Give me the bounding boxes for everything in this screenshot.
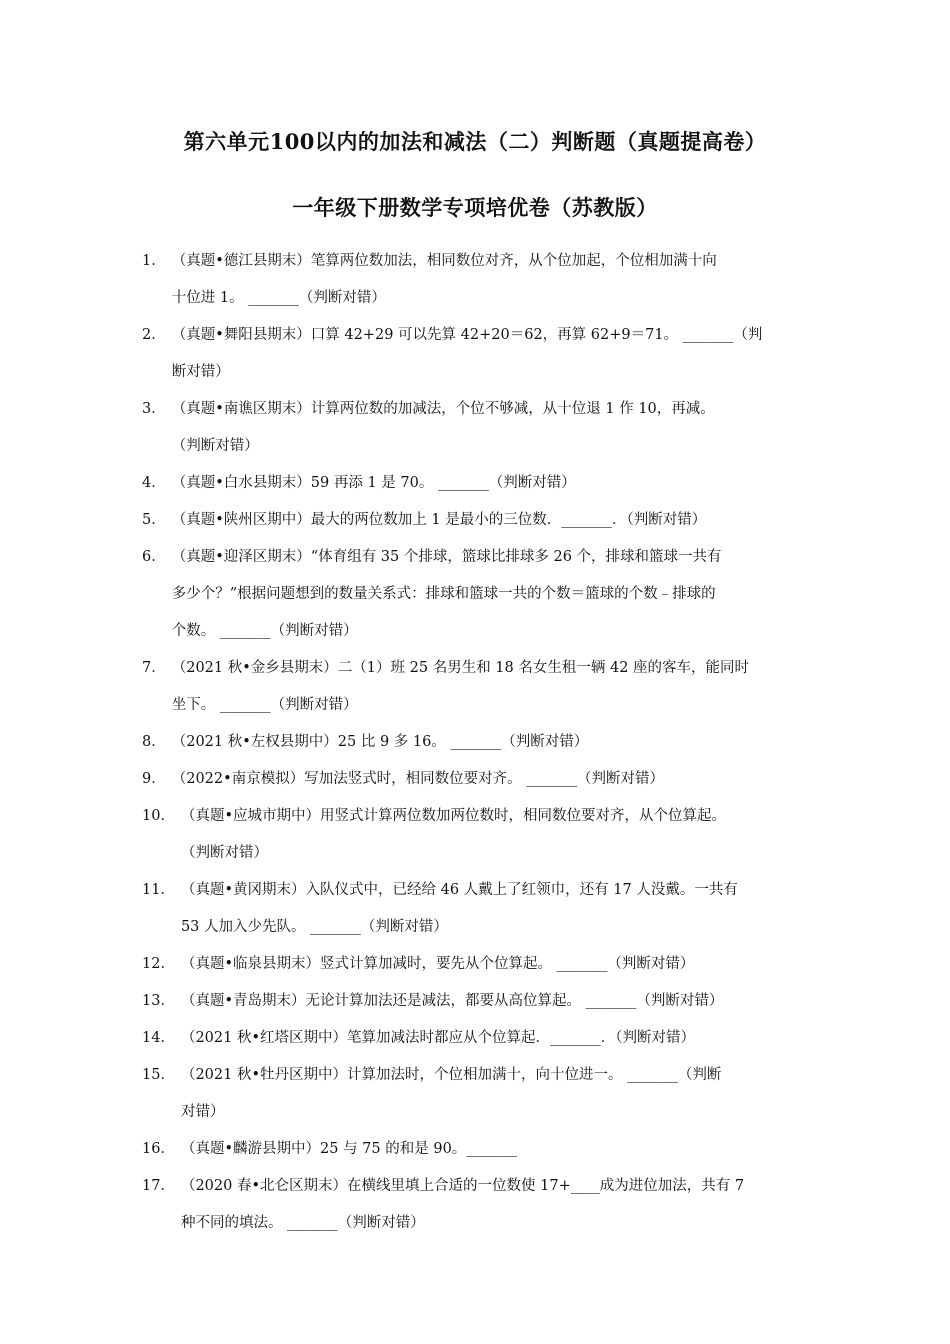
question-number: 1． — [142, 253, 166, 269]
question-item — [142, 243, 810, 317]
question-number: 4． — [142, 475, 166, 491]
question-text: （真题•临泉县期末）竖式计算加减时，要先从个位算起。 _______（判断对错） — [180, 956, 695, 972]
question-item — [142, 724, 810, 761]
question-number: 6． — [142, 549, 166, 565]
question-number: 8． — [142, 734, 166, 750]
document-title: 第六单元100以内的加法和减法（二）判断题（真题提高卷） — [183, 129, 767, 154]
question-text: （2021 秋•金乡县期末）二（1）班 25 名男生和 18 名女生租一辆 42 座的客车，能同时 — [171, 660, 750, 676]
question-item — [142, 465, 810, 502]
question-text-continued: 断对错） — [171, 364, 230, 380]
question-text: （2020 春•北仑区期末）在横线里填上合适的一位数使 17+____成为进位加法，共有 7 — [180, 1178, 745, 1194]
question-text: （真题•麟游县期中）25 与 75 的和是 90。_______ — [180, 1141, 518, 1157]
question-text: （2022•南京模拟）写加法竖式时，相同数位要对齐。 _______（判断对错） — [171, 771, 665, 787]
question-number: 5． — [142, 512, 166, 528]
question-item — [142, 1131, 810, 1168]
question-number: 14． — [142, 1030, 175, 1046]
question-text: （2021 秋•牡丹区期中）计算加法时，个位相加满十，向十位进一。 _______（判断 — [180, 1067, 722, 1083]
question-item — [142, 872, 810, 946]
question-text-continued: （判断对错） — [180, 845, 268, 861]
question-text: （2021 秋•红塔区期中）笔算加减法时都应从个位算起．_______．（判断对错） — [180, 1030, 696, 1046]
question-text: （真题•黄冈期末）入队仪式中，已经给 46 人戴上了红领巾，还有 17 人没戴。一共有 — [180, 882, 738, 898]
question-item — [142, 391, 810, 465]
question-text: （真题•青岛期末）无论计算加法还是减法，都要从高位算起。 _______（判断对错） — [180, 993, 724, 1009]
question-text-continued: （判断对错） — [171, 438, 259, 454]
question-item — [142, 1168, 810, 1242]
question-item — [142, 946, 810, 983]
question-list — [142, 243, 810, 1242]
question-text: （真题•舞阳县期末）口算 42+29 可以先算 42+20＝62，再算 62+9＝71。 _______（判 — [171, 327, 763, 343]
question-number: 2． — [142, 327, 166, 343]
document-subtitle: 一年级下册数学专项培优卷（苏教版） — [292, 195, 658, 220]
question-item — [142, 1020, 810, 1057]
question-number: 10． — [142, 808, 175, 824]
question-text-continued: 种不同的填法。 _______（判断对错） — [180, 1215, 425, 1231]
question-number: 12． — [142, 956, 175, 972]
question-number: 16． — [142, 1141, 175, 1157]
question-item — [142, 761, 810, 798]
question-text: （真题•应城市期中）用竖式计算两位数加两位数时，相同数位要对齐，从个位算起。 — [180, 808, 727, 824]
question-item — [142, 983, 810, 1020]
question-text-continued: 十位进 1。 _______（判断对错） — [171, 290, 386, 306]
question-number: 3． — [142, 401, 166, 417]
question-number: 9． — [142, 771, 166, 787]
question-item — [142, 1057, 810, 1131]
question-text-continued: 个数。 _______（判断对错） — [171, 623, 358, 639]
question-item — [142, 317, 810, 391]
question-text-continued: 53 人加入少先队。 _______（判断对错） — [180, 919, 448, 935]
question-text: （真题•迎泽区期末）“体育组有 35 个排球，篮球比排球多 26 个，排球和篮球一共有 — [171, 549, 722, 565]
question-number: 17． — [142, 1178, 175, 1194]
question-number: 13． — [142, 993, 175, 1009]
question-item — [142, 798, 810, 872]
question-text: （真题•德江县期末）笔算两位数加法，相同数位对齐，从个位加起，个位相加满十向 — [171, 253, 717, 269]
question-text: （真题•南谯区期末）计算两位数的加减法，个位不够减，从十位退 1 作 10，再减。 — [171, 401, 715, 417]
question-number: 7． — [142, 660, 166, 676]
question-text-continued: 坐下。 _______（判断对错） — [171, 697, 358, 713]
question-item — [142, 539, 810, 650]
question-text: （真题•陕州区期中）最大的两位数加上 1 是最小的三位数．_______．（判断对错） — [171, 512, 707, 528]
question-text-continued: 多少个？”根据问题想到的数量关系式：排球和篮球一共的个数＝篮球的个数﹣排球的 — [171, 586, 716, 602]
question-text: （真题•白水县期末）59 再添 1 是 70。 _______（判断对错） — [171, 475, 576, 491]
question-item — [142, 502, 810, 539]
question-text-continued: 对错） — [180, 1104, 225, 1120]
question-text: （2021 秋•左权县期中）25 比 9 多 16。 _______（判断对错） — [171, 734, 589, 750]
question-number: 15． — [142, 1067, 175, 1083]
question-item — [142, 650, 810, 724]
question-number: 11． — [142, 882, 175, 898]
